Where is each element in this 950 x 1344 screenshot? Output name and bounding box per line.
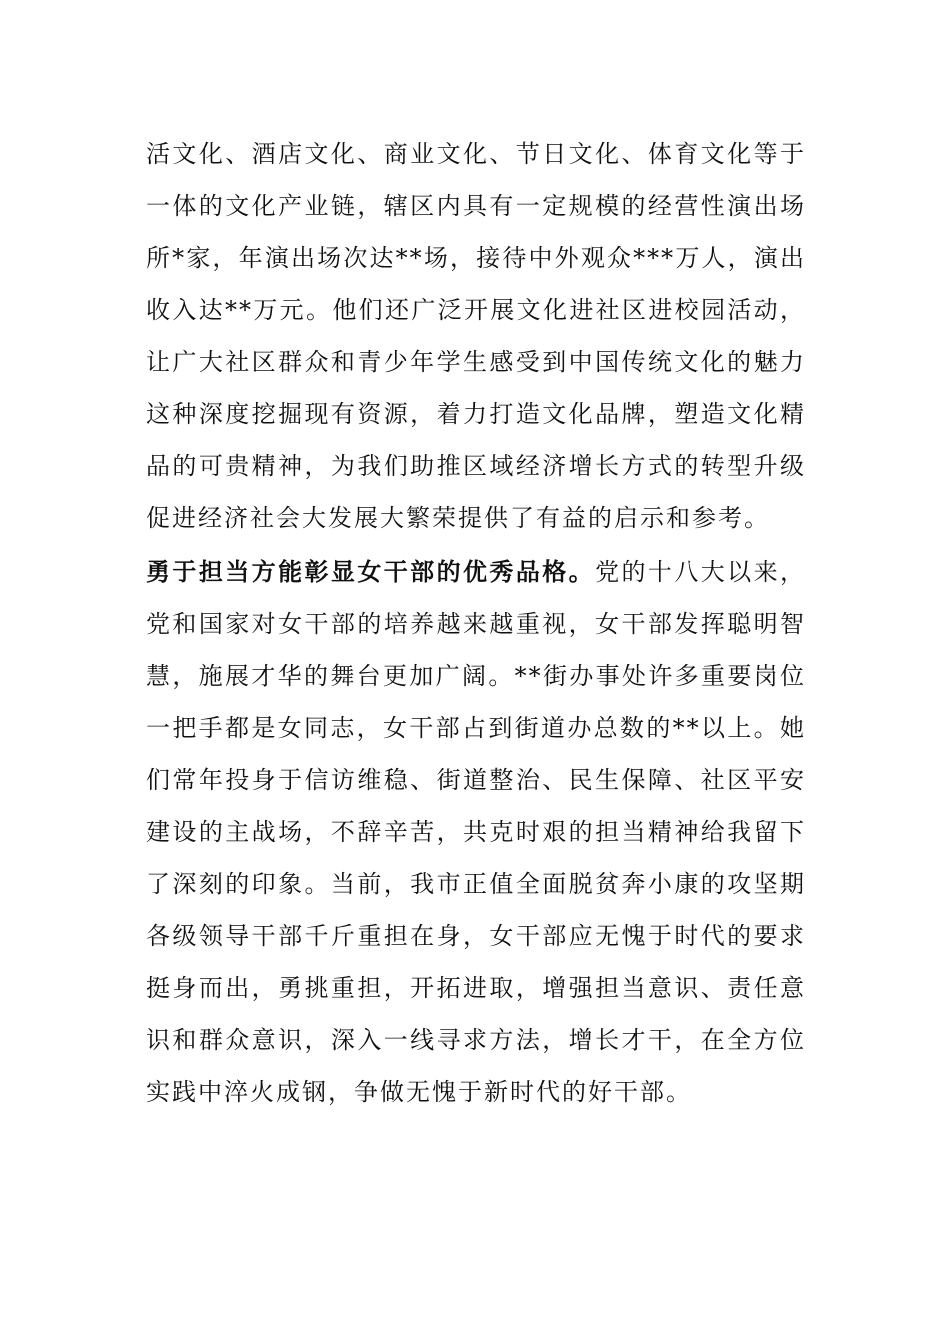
text-line: 一体的文化产业链，辖区内具有一定规模的经营性演出场 (146, 192, 806, 220)
text-line: 让广大社区群众和青少年学生感受到中国传统文化的魅力 (146, 348, 806, 376)
text-line: 一把手都是女同志，女干部占到街道办总数的**以上。她 (146, 714, 806, 742)
text-line: 促进经济社会大发展大繁荣提供了有益的启示和参考。 (146, 504, 770, 532)
text-line: 各级领导干部千斤重担在身，女干部应无愧于时代的要求 (146, 922, 806, 950)
text-line: 品的可贵精神，为我们助推区域经济增长方式的转型升级 (146, 452, 806, 480)
text-line: 挺身而出，勇挑重担，开拓进取，增强担当意识、责任意 (146, 974, 806, 1002)
text-line: 慧，施展才华的舞台更加广阔。**街办事处许多重要岗位 (146, 662, 806, 690)
text-line: 活文化、酒店文化、商业文化、节日文化、体育文化等于 (146, 140, 806, 168)
heading-continuation: 党的十八大以来， (595, 558, 807, 586)
paragraph-women-cadres (146, 546, 806, 1118)
text-line: 识和群众意识，深入一线寻求方法，增长才干，在全方位 (146, 1026, 806, 1054)
paragraph-heading: 勇于担当方能彰显女干部的优秀品格。 (146, 557, 596, 586)
text-line: 所*家，年演出场次达**场，接待中外观众***万人，演出 (146, 244, 806, 272)
text-line: 党和国家对女干部的培养越来越重视，女干部发挥聪明智 (146, 610, 806, 638)
text-line: 收入达**万元。他们还广泛开展文化进社区进校园活动， (146, 296, 806, 324)
text-line: 建设的主战场，不辞辛苦，共克时艰的担当精神给我留下 (146, 818, 806, 846)
paragraph-culture (146, 128, 806, 544)
text-line: 实践中淬火成钢，争做无愧于新时代的好干部。 (146, 1078, 692, 1106)
text-line: 了深刻的印象。当前，我市正值全面脱贫奔小康的攻坚期 (146, 870, 806, 898)
text-line: 这种深度挖掘现有资源，着力打造文化品牌，塑造文化精 (146, 400, 806, 428)
paragraph-first-line (146, 546, 806, 598)
text-line: 们常年投身于信访维稳、街道整治、民生保障、社区平安 (146, 766, 806, 794)
